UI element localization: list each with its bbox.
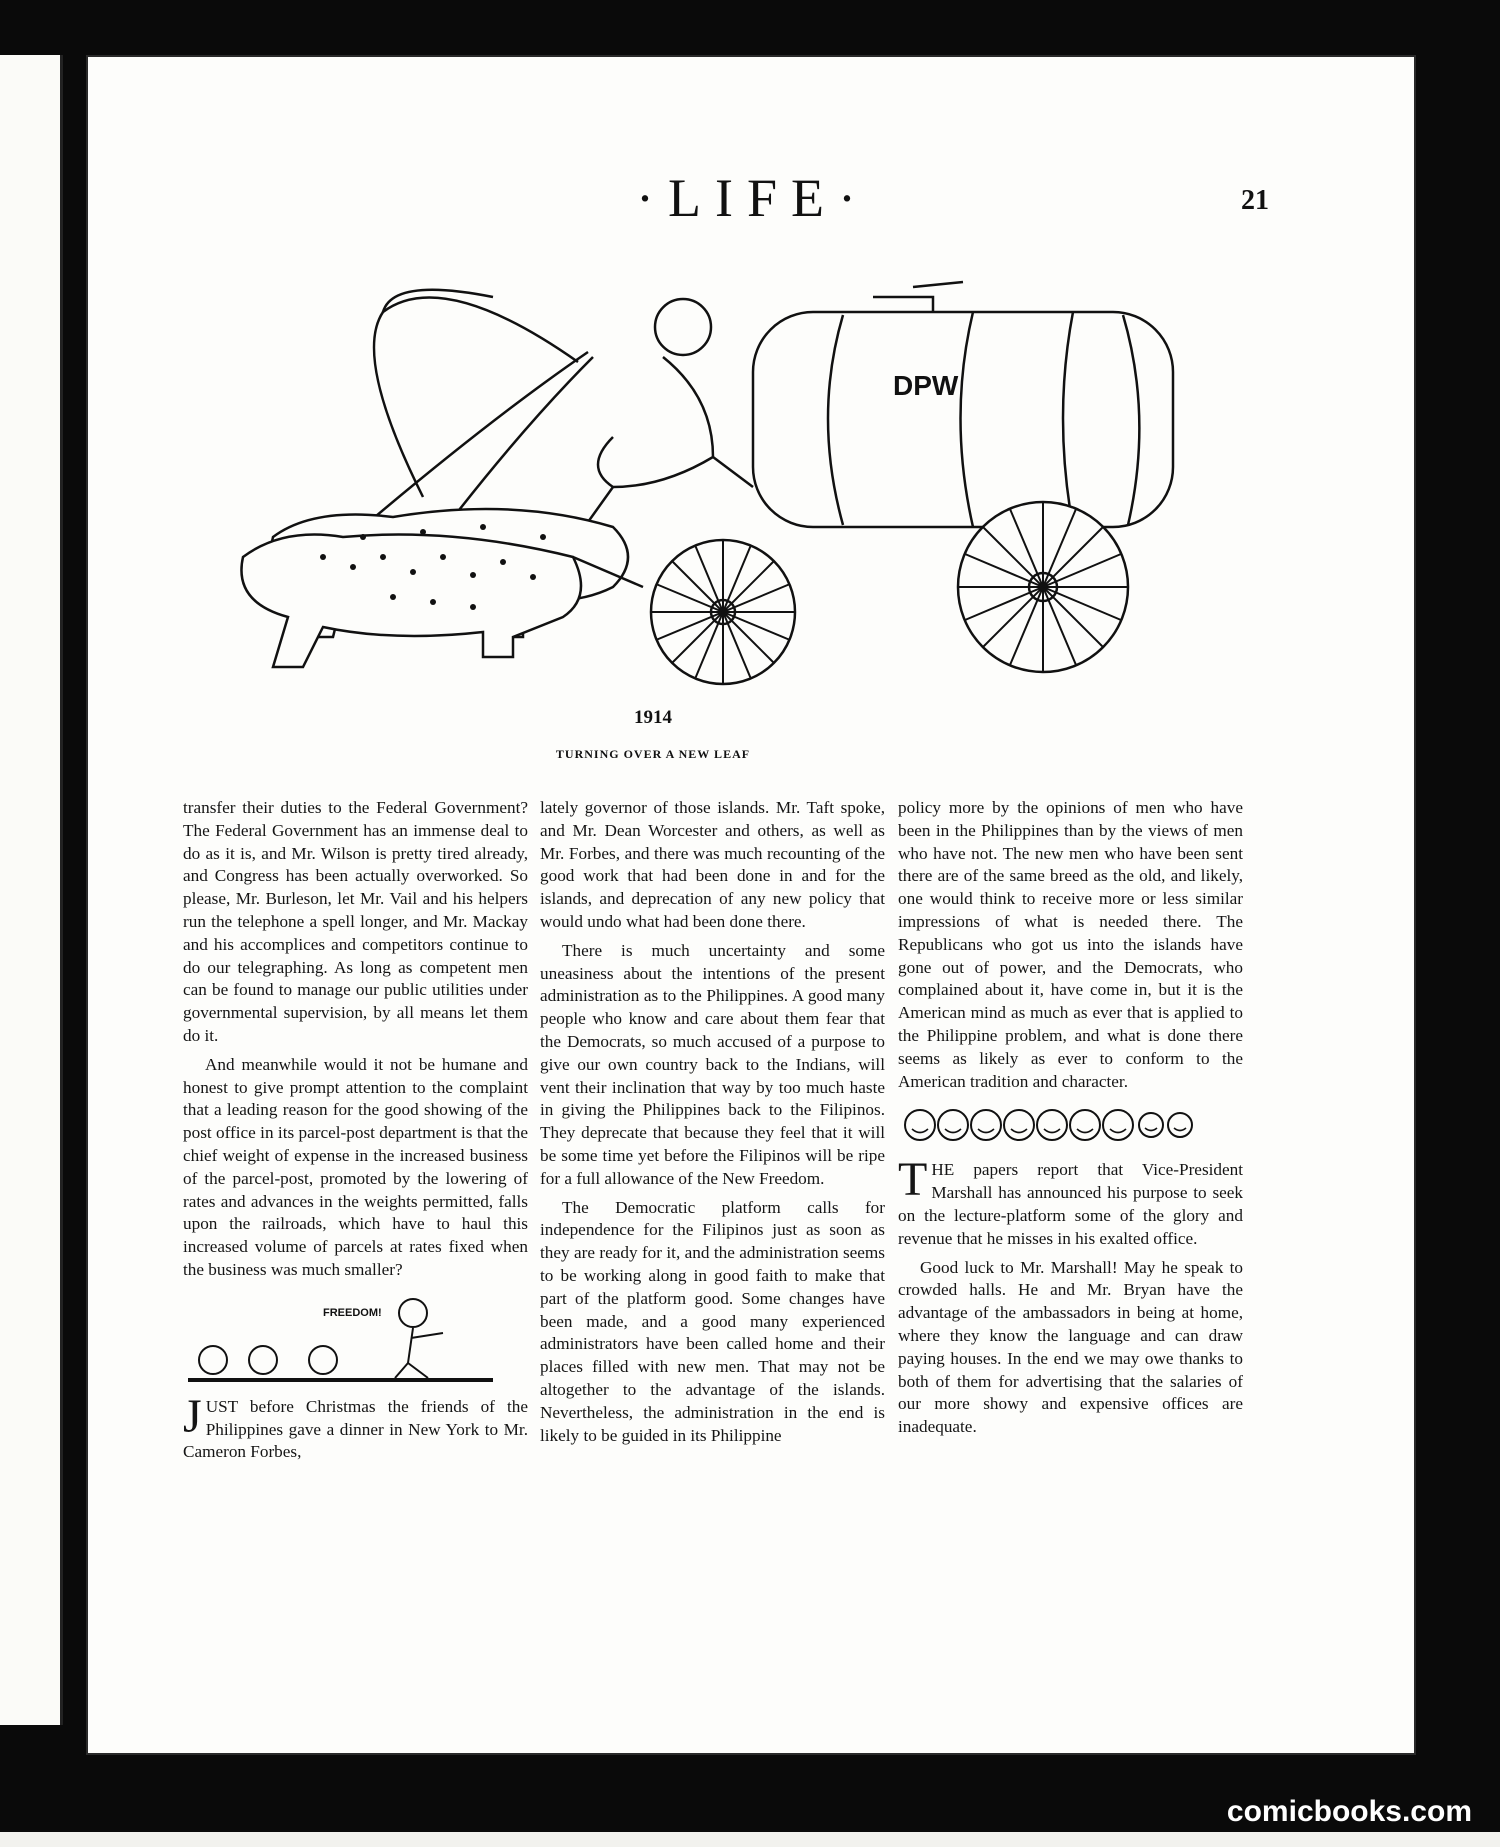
paragraph-text: HE papers report that Vice-President Marshall has announced his purpose to seek on the lecture-platform some of the glory and revenue that he misses in his exalted office. bbox=[898, 1160, 1243, 1248]
next-page-edge bbox=[0, 1832, 1500, 1847]
faces-ornament bbox=[898, 1103, 1243, 1147]
masthead-title: ·LIFE· bbox=[636, 168, 870, 228]
watermark: comicbooks.com bbox=[1226, 1795, 1472, 1828]
magazine-page bbox=[86, 55, 1416, 1755]
freedom-cartoon bbox=[183, 1288, 528, 1388]
paragraph: Good luck to Mr. Marshall! May he speak to crowded halls. He and Mr. Bryan have the advantage of the ambassadors in being at home, where they know the language and can draw paying houses. In the end we may owe thanks to both of them for advertising that the salaries of our more showy and expensive offices are inadequate. bbox=[898, 1257, 1243, 1437]
drop-cap: J bbox=[183, 1389, 202, 1443]
page-number: 21 bbox=[1241, 185, 1269, 216]
drop-cap: T bbox=[898, 1153, 928, 1207]
freedom-text: FREEDOM! bbox=[323, 1306, 382, 1319]
paragraph-text: UST before Christmas the friends of the Philippines gave a dinner in New York to Mr. Cameron Forbes, bbox=[183, 1396, 528, 1462]
paragraph: policy more by the opinions of men who have been in the Philippines than by the views of men who have not. The new men who have been sent there are of the same breed as the old, and likely, one would think to receive more or less similar impressions of what is needed there. The Republicans who got us into the islands have gone out of power, and the Democrats, who complained about it, have come in, but it is the American mind as much as ever that is applied to the Philippine problem, and what is done there seems as likely as ever to conform to the American tradition and character. bbox=[898, 798, 1243, 1091]
adjacent-page-edge bbox=[0, 55, 63, 1725]
paragraph: There is much uncertainty and some uneasiness about the intentions of the present administration as to the Philippines. A good many people who know and care about them fear that the Democrats, so much accused of a purpose to give our own country back to the Indians, will vent their inclination that way by too much haste in giving the Philippines back to the Filipinos. They deprecate that because they feel that it will be some time yet before the Filipinos will be ripe for a full allowance of the New Freedom. bbox=[540, 940, 885, 1188]
cartoon-caption: TURNING OVER A NEW LEAF bbox=[555, 747, 751, 761]
cartoon-year: 1914 bbox=[634, 707, 672, 728]
paragraph: And meanwhile would it not be humane and honest to give prompt attention to the complaint that a leading reason for the good showing of the post office in its parcel-post department is that the chief weight of expense in the increased business of the parcel-post, promoted by the lowering of rates and advances in the weights permitted, falls upon the railroads, which have to haul this increased volume of parcels at rates fixed when the business was much smaller? bbox=[183, 1054, 528, 1279]
paragraph bbox=[183, 1389, 528, 1464]
text-column-1 bbox=[183, 797, 528, 1470]
paragraph: lately governor of those islands. Mr. Taft spoke, and Mr. Dean Worcester and others, as well as Mr. Forbes, and there was much recounting of the good work that had been done in and for the islands, and deprecation of any new policy that would undo what had been done there. bbox=[540, 798, 885, 931]
text-column-3 bbox=[898, 797, 1243, 1445]
tank-label: DPW bbox=[893, 370, 959, 401]
paragraph: The Democratic platform calls for independence for the Filipinos just as soon as they are ready for it, and the administration seems to be working along in good faith to make that part of the platform good. Some changes have been made, and a good many experienced administrators have been called home and their places filled with new men. That may not be altogether to the advantage of the islands. Nevertheless, the administration in the end is likely to be guided in its Philippine bbox=[540, 1197, 885, 1445]
cartoon-illustration bbox=[193, 257, 1243, 777]
paragraph bbox=[898, 1153, 1243, 1250]
text-column-2 bbox=[540, 797, 885, 1453]
paragraph: transfer their duties to the Federal Government? The Federal Government has an immense deal to do as it is, and Mr. Wilson is pretty tired already, and Congress has been actually overworked. So please, Mr. Burleson, let Mr. Vail and his helpers run the telephone a spell longer, and Mr. Mackay and his accomplices and competitors continue to do our telegraphing. As long as competent men can be found to manage our public utilities under governmental supervision, by all means let them do it. bbox=[183, 798, 528, 1045]
